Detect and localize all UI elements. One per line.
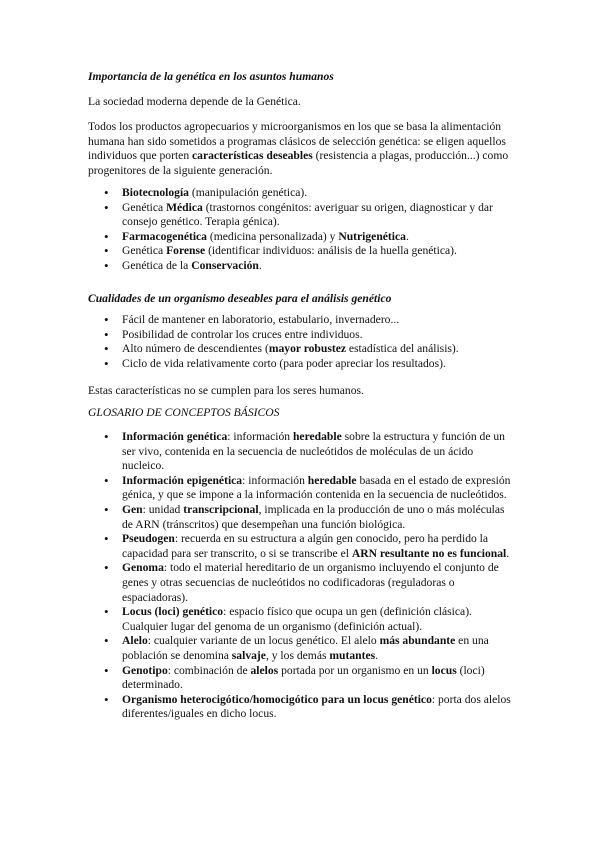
- text-run: sobre la estructura y función de un ser vivo, contenida en la secuencia de nucleótidos de moléculas de un ácido nucleico.: [122, 430, 505, 473]
- bold-term: Genoma: [122, 561, 164, 575]
- bold-term: mayor robustez: [268, 342, 346, 356]
- text-run: Ciclo de vida relativamente corto (para poder apreciar los resultados).: [122, 356, 446, 370]
- list-item: [104, 472, 518, 503]
- bullet-icon: •: [104, 531, 109, 547]
- glossary-list: [104, 429, 518, 722]
- bold-term: Biotecnología: [122, 186, 189, 199]
- bold-term: Alelo: [122, 634, 148, 648]
- bold-term: ARN resultante no es funcional: [351, 546, 507, 560]
- text-run: , implicada en la producción de uno o más moléculas de ARN (tránscritos) que desempeñan una función biológica.: [122, 502, 505, 531]
- bullet-icon: •: [104, 472, 109, 488]
- bullet-icon: •: [104, 326, 109, 342]
- bold-term: Nutrigenética: [338, 229, 406, 243]
- text-run: (manipulación genética).: [188, 186, 308, 199]
- text-run: : información: [242, 473, 308, 487]
- text-run: Alto número de descendientes (: [122, 342, 269, 356]
- bullet-icon: •: [104, 199, 109, 215]
- list-item: [104, 326, 522, 343]
- intro-paragraph: La sociedad moderna depende de la Genética.: [88, 95, 301, 108]
- text-run: basada en el estado de expresión génica, y que se impone a la información contenida en la secuencia de nucleótidos.: [122, 473, 511, 502]
- bullet-icon: •: [104, 429, 109, 444]
- list-item: [104, 243, 522, 259]
- text-run: Posibilidad de controlar los cruces entre individuos.: [122, 327, 363, 341]
- bullet-icon: •: [104, 312, 109, 327]
- text-run: : espacio físico que ocupa un gen (definición clásica). Cualquier lugar del genoma de un organismo (definición actual).: [122, 605, 472, 633]
- list-item: [104, 312, 522, 328]
- bold-term: Conservación: [191, 258, 259, 272]
- text-run: .: [258, 258, 262, 272]
- text-run: Genética: [122, 200, 167, 214]
- text-run: : información: [227, 430, 293, 443]
- list-item: [104, 662, 518, 693]
- bullet-icon: •: [104, 185, 109, 200]
- bullet-icon: •: [104, 355, 109, 371]
- bold-term: heredable: [292, 430, 342, 443]
- humans-note: Estas características no se cumplen para los seres humanos.: [88, 384, 364, 397]
- text-run: : combinación de: [167, 663, 251, 677]
- bold-term: mutantes: [329, 648, 376, 662]
- bold-term: características deseables: [192, 149, 313, 163]
- text-run: .: [506, 546, 510, 560]
- text-run: .: [405, 229, 409, 243]
- bold-term: transcripcional: [183, 502, 259, 516]
- list-item: [104, 257, 522, 274]
- list-item: [104, 185, 522, 201]
- bold-term: Información genética: [122, 430, 228, 443]
- text-run: estadística del análisis).: [346, 342, 459, 356]
- text-run: , y los demás: [265, 648, 330, 662]
- list-item: [104, 531, 518, 561]
- list-item: [104, 560, 518, 605]
- list-item: [104, 199, 522, 230]
- bullet-icon: •: [104, 228, 109, 244]
- bullet-icon: •: [104, 341, 109, 357]
- qualities-list: [104, 312, 522, 371]
- list-item: [104, 341, 522, 357]
- text-run: (loci) determinado.: [122, 663, 485, 692]
- glossary-heading: GLOSARIO DE CONCEPTOS BÁSICOS: [88, 406, 280, 419]
- text-run: (medicina personalizada) y: [206, 229, 339, 243]
- list-item: [104, 691, 518, 722]
- bullet-icon: •: [104, 560, 109, 576]
- bold-term: Genotipo: [122, 663, 168, 677]
- bold-term: alelos: [250, 663, 279, 677]
- text-run: en una población se denomina: [122, 634, 489, 662]
- bullet-icon: •: [104, 691, 109, 707]
- bold-term: más abundante: [379, 634, 456, 648]
- bullet-icon: •: [104, 633, 109, 649]
- text-run: : recuerda en su estructura a algún gen conocido, pero ha perdido la capacidad para ser transcrito, o si se transcribe el: [122, 532, 489, 560]
- text-run: Genética: [122, 244, 167, 258]
- text-run: portada por un organismo en un: [278, 663, 432, 677]
- section-heading-cualidades: Cualidades de un organismo deseables para el análisis genético: [88, 292, 392, 305]
- bullet-icon: •: [104, 257, 109, 273]
- bold-term: Forense: [166, 244, 206, 258]
- text-run: Genética de la: [122, 258, 192, 272]
- bold-term: heredable: [307, 473, 357, 487]
- section-heading-importancia: Importancia de la genética en los asuntos humanos: [88, 70, 334, 83]
- text-run: : todo el material hereditario de un organismo incluyendo el conjunto de genes y otras secuencias de nucleótidos no codificadoras (reguladoras o espaciadoras).: [122, 561, 499, 604]
- bullet-icon: •: [104, 501, 109, 517]
- text-run: : unidad: [142, 502, 184, 516]
- bullet-icon: •: [104, 662, 109, 678]
- list-item: [104, 355, 522, 372]
- bold-term: Médica: [166, 200, 203, 214]
- text-run: (resistencia a plagas, producción...) como progenitores de la siguiente generación.: [88, 149, 509, 177]
- bold-term: Pseudogen: [122, 532, 175, 546]
- bold-term: locus: [431, 663, 457, 677]
- bold-term: Organismo heterocigótico/homocigótico para un locus genético: [122, 692, 432, 706]
- bullet-icon: •: [104, 243, 109, 259]
- bold-term: Gen: [122, 502, 143, 516]
- text-run: Todos los productos agropecuarios y microorganismos en los que se basa la alimentación humana han sido sometidos a programas clásicos de selección genética: se eligen aquellos individuos que porten: [88, 120, 506, 163]
- text-run: : cualquier variante de un locus genético. El alelo: [147, 634, 380, 648]
- text-run: .: [375, 648, 379, 662]
- list-item: [104, 429, 518, 474]
- text-run: Fácil de mantener en laboratorio, estabulario, invernadero...: [122, 313, 400, 326]
- text-run: : porta dos alelos diferentes/iguales en dicho locus.: [122, 692, 511, 721]
- selection-paragraph: [88, 120, 524, 178]
- bold-term: Locus (loci) genético: [122, 605, 224, 619]
- list-item: [104, 633, 518, 663]
- list-item: [104, 228, 522, 245]
- list-item: [104, 501, 518, 532]
- bold-term: Información epigenética: [122, 473, 243, 487]
- bold-term: Farmacogenética: [122, 229, 207, 243]
- text-run: (identificar individuos: análisis de la huella genética).: [205, 244, 457, 258]
- bullet-icon: •: [104, 604, 109, 620]
- text-run: (trastornos congénitos: averiguar su origen, diagnosticar y dar consejo genético. Terapia génica).: [122, 200, 493, 229]
- bold-term: salvaje: [231, 648, 266, 662]
- applications-list: [104, 185, 522, 274]
- list-item: [104, 604, 518, 634]
